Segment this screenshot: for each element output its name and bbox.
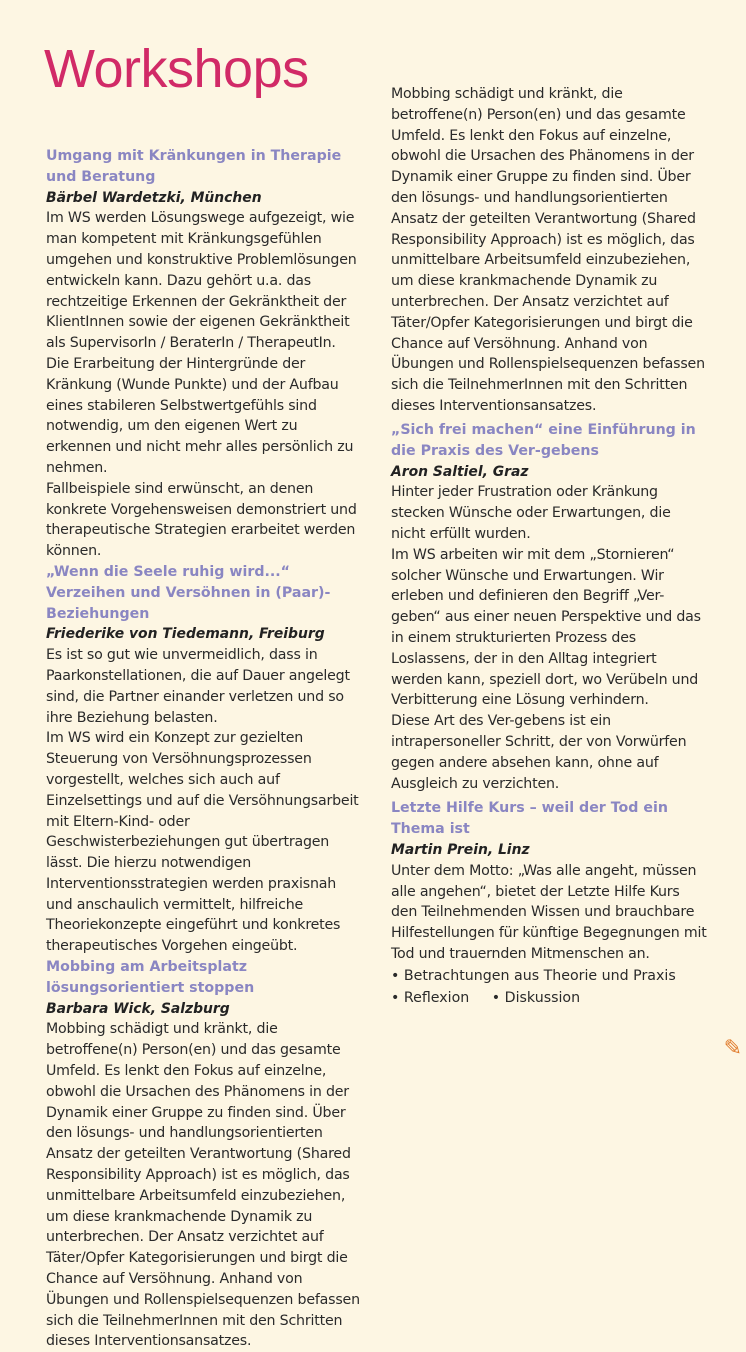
workshop-title: Letzte Hilfe Kurs – weil der Tod ein Thema ist [391,800,668,838]
paragraph: Mobbing schädigt und kränkt, die betroffene(n) Person(en) und das gesamte Umfeld. Es lenkt den Fokus auf einzelne, obwohl die Ursachen des Phänomens in der Dynamik einer Gruppe zu finden sind. Über den lösungs- und handlungsorientierten Ansatz der geteilten Verantwortung (Shared Responsibility Approach) ist es möglich, das unmittelbare Arbeitsumfeld einzubeziehen, um diese krankmachende Dynamik zu unterbrechen. Der Ansatz verzichtet auf Täter/Opfer Kategorisierungen und birgt die Chance auf Versöhnung. Anhand von Übungen und Rollenspielsequenzen befassen sich die TeilnehmerInnen mit den Schritten dieses Interventionsansatzes. [46,1021,360,1350]
workshop-letzte-hilfe [391,798,709,1008]
workshop-speaker: Friederike von Tiedemann, Freiburg [46,626,325,643]
paragraph-continuation-text: Mobbing schädigt und kränkt, die betroffene(n) Person(en) und das gesamte Umfeld. Es lenkt den Fokus auf einzelne, obwohl die Ursachen des Phänomens in der Dynamik einer Gruppe zu finden sind. Über den lösungs- und handlungsorientierten Ansatz der geteilten Verantwortung (Shared Responsibility Approach) ist es möglich, das unmittelbare Arbeitsumfeld einzubeziehen, um diese krankmachende Dynamik zu unterbrechen. Der Ansatz verzichtet auf Täter/Opfer Kategorisierungen und birgt die Chance auf Versöhnung. Anhand von Übungen und Rollenspielsequenzen befassen sich die TeilnehmerInnen mit den Schritten dieses Interventionsansatzes. [391,86,705,414]
workshop-title: „Wenn die Seele ruhig wird...“ Verzeihen und Versöhnen in (Paar)- Beziehungen [46,563,331,622]
paragraph: Unter dem Motto: „Was alle angeht, müssen alle angehen“, bietet der Letzte Hilfe Kurs den Teilnehmenden Wissen und brauchbare Hilfestellungen für künftige Begegnungen mit Tod und trauernden Mitmenschen an. [391,862,707,962]
bullet-item: • Betrachtungen aus Theorie und Praxis [391,967,676,984]
paragraph: Die Erarbeitung der Hintergründe der Kränkung (Wunde Punkte) und der Aufbau eines stabileren Selbstwertgefühls sind notwendig, um den eigenen Wert zu erkennen und nicht mehr alles persönlich zu nehmen. [46,355,354,476]
page-corner-ornament: ✎ [723,1036,742,1061]
workshop-mobbing-continued [391,86,709,416]
workshop-title: Umgang mit Kränkungen in Therapie und Beratung [46,148,342,185]
workshop-description [46,645,366,957]
paragraph: Im WS werden Lösungswege aufgezeigt, wie man kompetent mit Kränkungsgefühlen umgehen und konstruktive Problemlösungen entwickeln kann. Dazu gehört u.a. das rechtzeitige Erkennen der Gekränktheit der KlientInnen sowie der eigenen Gekränktheit als SupervisorIn / BeraterIn / TherapeutIn. [46,210,357,352]
workshop-title: „Sich frei machen“ eine Einführung in die Praxis des Ver-gebens [391,422,696,459]
paragraph-continuation [391,86,709,416]
workshop-speaker: Martin Prein, Linz [391,841,530,858]
paragraph: Es ist so gut wie unvermeidlich, dass in Paarkonstellationen, die auf Dauer angelegt sind, die Partner einander verletzen und so ihre Beziehung belasten. [46,647,350,726]
workshop-description [46,208,366,562]
right-column [391,86,709,1009]
workshop-verzeihen [46,562,366,957]
page-title: Workshops [44,39,309,99]
bullet-list [391,965,709,1009]
paragraph: Im WS arbeiten wir mit dem „Stornieren“ solcher Wünsche und Erwartungen. Wir erleben und definieren den Begriff „Ver-geben“ aus einer neuen Perspektive und das in einem strukturierten Prozess des Loslassens, der in den Alltag integriert werden kann, speziell dort, wo Verübeln und Verbitterung eine Lösung verhindern. [391,546,701,709]
bullet-item: • Reflexion [391,989,470,1006]
workshop-kraenkungen [46,146,366,562]
workshop-title: Mobbing am Arbeitsplatz lösungsorientiert stoppen [46,959,255,996]
left-column [46,146,366,1350]
workshop-speaker: Bärbel Wardetzki, München [46,189,262,206]
workshop-description-part2 [391,86,709,416]
paragraph: Im WS wird ein Konzept zur gezielten Steuerung von Versöhnungsprozessen vorgestellt, welches sich auch auf Einzelsettings und auf die Versöhnungsarbeit mit Eltern-Kind- oder Geschwisterbeziehungen gut übertragen lässt. Die hierzu notwendigen Interventionsstrategien werden praxisnah und anschaulich vermittelt, hilfreiche Theoriekonzepte eingeführt und konkretes therapeutisches Vorgehen eingeübt. [46,730,359,955]
workshop-description [391,482,709,794]
workshop-sich-frei-machen [391,420,709,794]
workshop-mobbing [46,957,366,1350]
workshop-speaker: Aron Saltiel, Graz [391,463,529,480]
workshop-speaker: Barbara Wick, Salzburg [46,1000,230,1017]
paragraph: Fallbeispiele sind erwünscht, an denen konkrete Vorgehensweisen demonstriert und therapeutische Strategien erarbeitet werden können. [46,480,357,560]
workshop-description-part1 [46,1019,366,1350]
bullet-item: • Diskussion [491,989,581,1006]
paragraph: Hinter jeder Frustration oder Kränkung stecken Wünsche oder Erwartungen, die nicht erfüllt wurden. [391,484,671,542]
workshop-description [391,861,709,965]
paragraph: Diese Art des Ver-gebens ist ein intrapersoneller Schritt, der von Vorwürfen gegen andere absehen kann, ohne auf Ausgleich zu verzichten. [391,713,687,792]
bullet-row [391,987,709,1009]
